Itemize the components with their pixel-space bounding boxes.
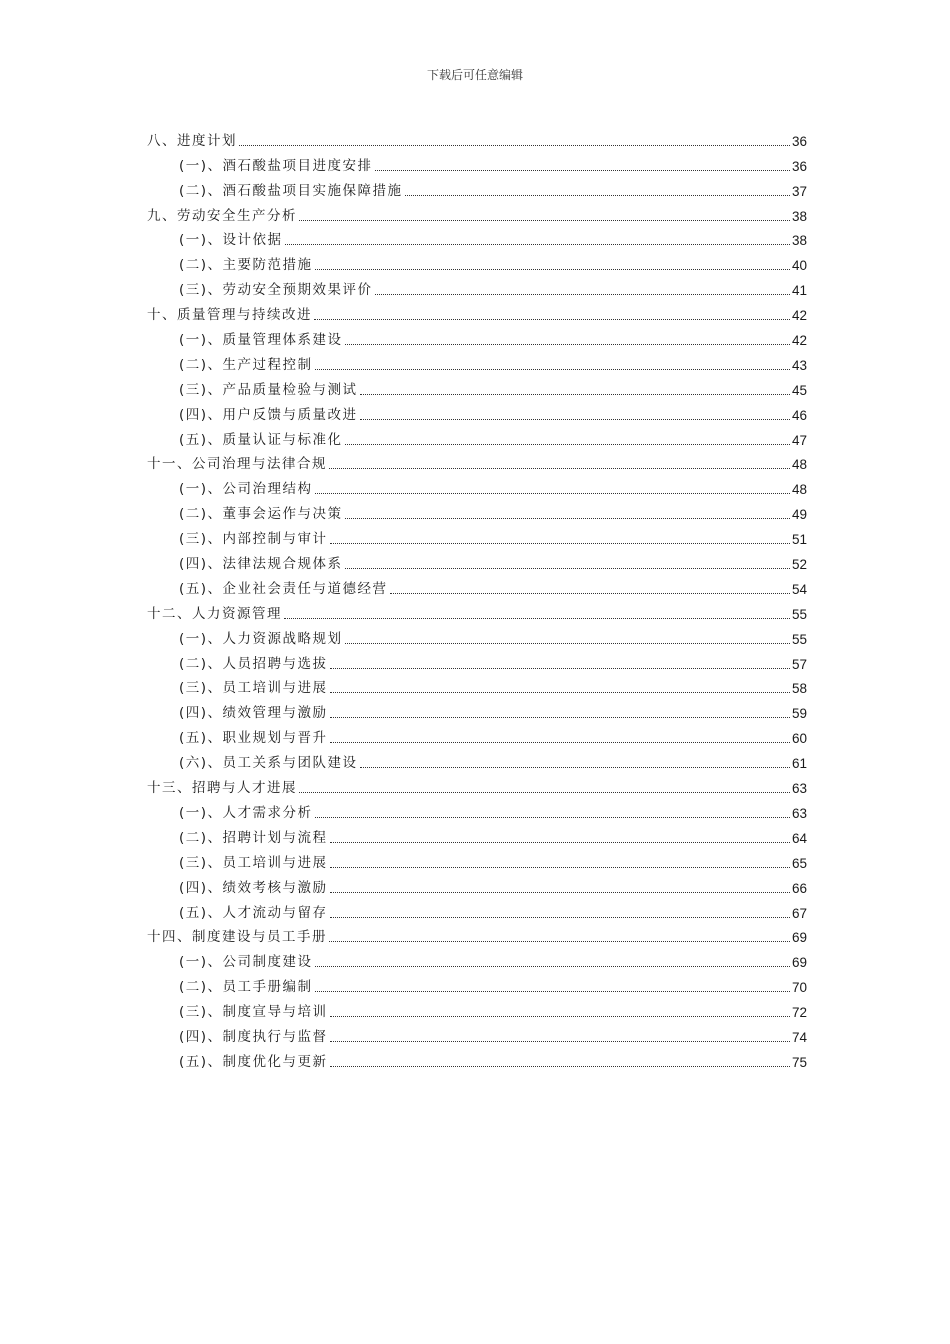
dot-leader [360,419,790,420]
toc-entry-title: (三)、劳动安全预期效果评价 [179,282,373,299]
toc-entry-title: 十二、人力资源管理 [147,605,282,622]
toc-section-entry[interactable] [147,897,807,922]
toc-chapter-entry[interactable] [147,922,807,947]
toc-entry-title: (一)、质量管理体系建设 [179,332,343,349]
toc-page-number: 69 [791,955,807,971]
toc-page-number: 47 [791,432,807,448]
dot-leader [285,244,790,245]
toc-page-number: 64 [791,830,807,846]
toc-page-number: 38 [791,208,807,224]
toc-page-number: 75 [791,1054,807,1070]
dot-leader [405,195,790,196]
dot-leader [330,1041,790,1042]
toc-chapter-entry[interactable] [147,598,807,623]
toc-entry-title: (三)、产品质量检验与测试 [179,381,358,398]
toc-section-entry[interactable] [147,399,807,424]
toc-section-entry[interactable] [147,324,807,349]
dot-leader [315,493,790,494]
dot-leader [315,369,790,370]
toc-section-entry[interactable] [147,249,807,274]
toc-page-number: 36 [791,133,807,149]
toc-page-number: 43 [791,357,807,373]
dot-leader [239,145,790,146]
toc-section-entry[interactable] [147,175,807,200]
dot-leader [330,892,790,893]
dot-leader [329,468,790,469]
dot-leader [330,1016,790,1017]
toc-entry-title: (五)、质量认证与标准化 [179,431,343,448]
toc-entry-title: (二)、招聘计划与流程 [179,829,328,846]
toc-section-entry[interactable] [147,424,807,449]
toc-page-number: 38 [791,233,807,249]
page-header: 下载后可任意编辑 [426,68,523,82]
toc-entry-title: (四)、法律法规合规体系 [179,556,343,573]
toc-page-number: 40 [791,258,807,274]
toc-section-entry[interactable] [147,349,807,374]
toc-entry-title: (三)、制度宣导与培训 [179,1004,328,1021]
toc-page-number: 36 [791,158,807,174]
toc-entry-title: (四)、绩效考核与激励 [179,879,328,896]
toc-chapter-entry[interactable] [147,200,807,225]
toc-section-entry[interactable] [147,946,807,971]
toc-entry-title: (五)、职业规划与晋升 [179,730,328,747]
toc-page-number: 37 [791,183,807,199]
toc-page-number: 57 [791,656,807,672]
toc-entry-title: (四)、绩效管理与激励 [179,705,328,722]
toc-page-number: 42 [791,308,807,324]
toc-section-entry[interactable] [147,797,807,822]
toc-section-entry[interactable] [147,1046,807,1071]
toc-page-number: 67 [791,905,807,921]
toc-entry-title: (二)、员工手册编制 [179,979,313,996]
toc-chapter-entry[interactable] [147,449,807,474]
toc-section-entry[interactable] [147,548,807,573]
dot-leader [299,220,790,221]
toc-entry-title: 十四、制度建设与员工手册 [147,929,327,946]
toc-page-number: 55 [791,631,807,647]
toc-section-entry[interactable] [147,747,807,772]
toc-entry-title: (三)、员工培训与进展 [179,854,328,871]
toc-section-entry[interactable] [147,822,807,847]
toc-page-number: 61 [791,756,807,772]
toc-entry-title: 九、劳动安全生产分析 [147,207,297,224]
toc-page-number: 42 [791,333,807,349]
dot-leader [390,593,790,594]
toc-page-number: 46 [791,407,807,423]
toc-entry-title: (五)、人才流动与留存 [179,904,328,921]
toc-section-entry[interactable] [147,225,807,250]
toc-entry-title: 八、进度计划 [147,132,237,149]
toc-page-number: 55 [791,606,807,622]
toc-section-entry[interactable] [147,872,807,897]
dot-leader [345,568,790,569]
toc-page-number: 69 [791,930,807,946]
dot-leader [284,618,790,619]
toc-page-number: 66 [791,880,807,896]
toc-section-entry[interactable] [147,722,807,747]
toc-entry-title: (三)、内部控制与审计 [179,531,328,548]
toc-chapter-entry[interactable] [147,299,807,324]
dot-leader [360,394,790,395]
toc-section-entry[interactable] [147,697,807,722]
toc-entry-title: (四)、制度执行与监督 [179,1028,328,1045]
dot-leader [345,344,790,345]
toc-page-number: 51 [791,532,807,548]
dot-leader [375,170,790,171]
toc-section-entry[interactable] [147,498,807,523]
dot-leader [330,867,790,868]
toc-entry-title: (一)、酒石酸盐项目进度安排 [179,157,373,174]
toc-section-entry[interactable] [147,648,807,673]
toc-entry-title: (一)、人力资源战略规划 [179,630,343,647]
dot-leader [360,767,790,768]
toc-entry-title: (一)、公司治理结构 [179,481,313,498]
toc-page-number: 52 [791,557,807,573]
toc-entry-title: (六)、员工关系与团队建设 [179,755,358,772]
toc-section-entry[interactable] [147,150,807,175]
toc-section-entry[interactable] [147,473,807,498]
toc-page-number: 48 [791,457,807,473]
dot-leader [330,717,790,718]
toc-page-number: 60 [791,731,807,747]
dot-leader [315,269,790,270]
table-of-contents [147,125,807,1071]
toc-section-entry[interactable] [147,1021,807,1046]
toc-section-entry[interactable] [147,847,807,872]
toc-entry-title: (二)、酒石酸盐项目实施保障措施 [179,182,403,199]
toc-entry-title: (一)、公司制度建设 [179,954,313,971]
toc-page-number: 70 [791,980,807,996]
dot-leader [375,294,790,295]
toc-entry-title: (五)、制度优化与更新 [179,1053,328,1070]
dot-leader [315,966,790,967]
dot-leader [330,692,790,693]
toc-section-entry[interactable] [147,673,807,698]
toc-entry-title: (二)、主要防范措施 [179,257,313,274]
toc-entry-title: (一)、人才需求分析 [179,804,313,821]
toc-page-number: 54 [791,581,807,597]
toc-entry-title: 十、质量管理与持续改进 [147,307,312,324]
dot-leader [315,817,790,818]
toc-entry-title: (二)、生产过程控制 [179,356,313,373]
toc-section-entry[interactable] [147,573,807,598]
toc-section-entry[interactable] [147,971,807,996]
toc-section-entry[interactable] [147,996,807,1021]
toc-page-number: 59 [791,706,807,722]
toc-section-entry[interactable] [147,623,807,648]
toc-page-number: 72 [791,1005,807,1021]
toc-page-number: 65 [791,855,807,871]
toc-entry-title: 十三、招聘与人才进展 [147,780,297,797]
dot-leader [330,917,790,918]
toc-entry-title: (一)、设计依据 [179,232,283,249]
toc-chapter-entry[interactable] [147,772,807,797]
toc-entry-title: (二)、董事会运作与决策 [179,506,343,523]
toc-page-number: 63 [791,781,807,797]
dot-leader [314,319,790,320]
toc-entry-title: (二)、人员招聘与选拔 [179,655,328,672]
dot-leader [345,444,790,445]
toc-section-entry[interactable] [147,374,807,399]
dot-leader [345,518,790,519]
toc-page-number: 58 [791,681,807,697]
toc-entry-title: 十一、公司治理与法律合规 [147,456,327,473]
toc-page-number: 41 [791,283,807,299]
toc-page-number: 74 [791,1029,807,1045]
dot-leader [330,1066,790,1067]
toc-section-entry[interactable] [147,523,807,548]
dot-leader [330,742,790,743]
toc-entry-title: (三)、员工培训与进展 [179,680,328,697]
dot-leader [345,643,790,644]
dot-leader [330,543,790,544]
dot-leader [330,668,790,669]
toc-chapter-entry[interactable] [147,125,807,150]
dot-leader [299,792,790,793]
toc-section-entry[interactable] [147,274,807,299]
toc-entry-title: (四)、用户反馈与质量改进 [179,406,358,423]
toc-page-number: 63 [791,805,807,821]
dot-leader [330,842,790,843]
dot-leader [315,991,790,992]
toc-page-number: 45 [791,382,807,398]
dot-leader [329,941,790,942]
toc-entry-title: (五)、企业社会责任与道德经营 [179,580,388,597]
toc-page-number: 48 [791,482,807,498]
toc-page-number: 49 [791,507,807,523]
